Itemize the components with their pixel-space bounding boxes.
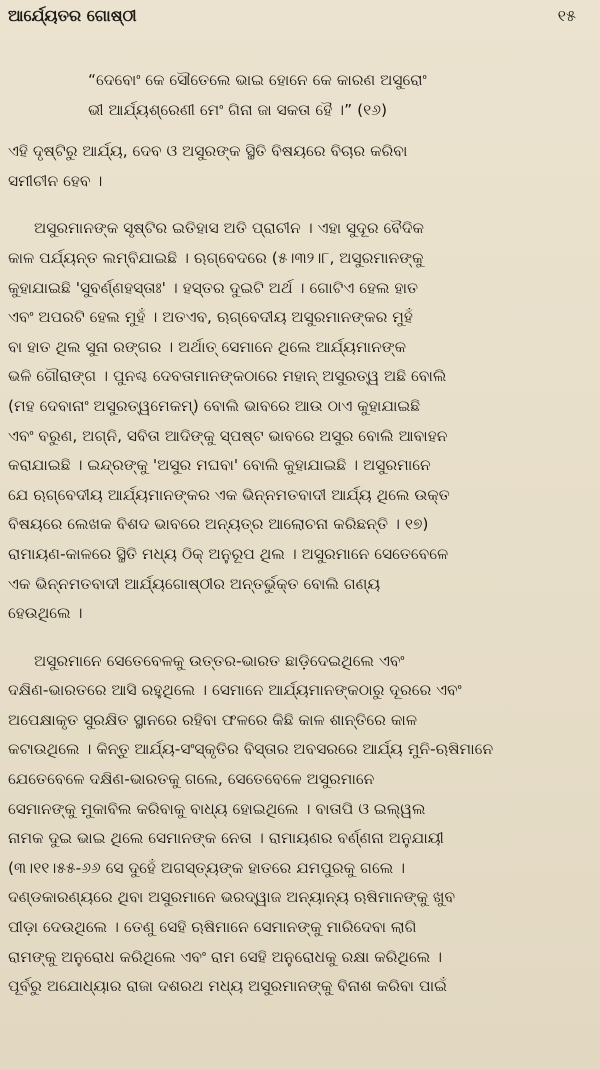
text-line: ଦଣ୍ଡକାରଣ୍ୟରେ ଥିବା ଅସୁରମାନେ ଭରଦ୍ୱାଜ ଅନ୍ୟାନ୍ୟ ଋଷିମାନଙ୍କୁ ଖୁବ xyxy=(8,888,456,907)
text-line: ବିଷୟରେ ଲେଖକ ବିଶଦ ଭାବରେ ଅନ୍ୟତ୍ର ଆଲୋଚନା କରିଛନ୍ତି । ୧୭) xyxy=(8,515,429,534)
text-line: ସମୀଚୀନ ହେବ । xyxy=(8,171,103,190)
text-line: ଏବଂ ଅପରଟି ହେଲ ମୁହଁ । ଅତଏବ, ଋଗ୍‌ବେଦୀୟ ଅସୁରମାନଙ୍କର ମୁହଁ xyxy=(8,308,413,327)
text-line: ରାମାୟଣ-କାଳରେ ସ୍ଥିତି ମଧ୍ୟ ଠିକ୍ ଅନୁରୂପ ଥିଲ । ଅସୁରମାନେ ସେତେବେଳେ xyxy=(8,544,449,563)
paragraph-asura-history xyxy=(8,214,586,628)
paragraph-intro xyxy=(8,137,586,196)
text-line: ଦକ୍ଷିଣ-ଭାରତରେ ଆସି ରହୁଥିଲେ । ସେମାନେ ଆର୍ଯ୍ୟମାନଙ୍କଠାରୁ ଦୂରରେ ଏବଂ xyxy=(8,681,462,700)
text-line: ହେଉଥିଲେ । xyxy=(8,604,83,623)
block-quote xyxy=(88,66,586,125)
text-line: ବା ହାତ ଥିଲ ସୁନା ରଙ୍ଗର । ଅର୍ଥାତ୍ ସେମାନେ ଥିଲେ ଆର୍ଯ୍ୟମାନଙ୍କ xyxy=(8,337,407,356)
text-line: ପୂର୍ବରୁ ଅଯୋଧ୍ୟାର ରାଜା ଦଶରଥ ମଧ୍ୟ ଅସୁରମାନଙ୍କୁ ବିନାଶ କରିବା ପାଇଁ xyxy=(8,977,448,996)
paragraph-dakshina xyxy=(8,647,586,1002)
text-line: ସେମାନଙ୍କୁ ମୁକାବିଲ କରିବାକୁ ବାଧ୍ୟ ହୋଇଥିଲେ । ବାତାପି ଓ ଇଲ୍ୱଲ xyxy=(8,799,426,818)
page-header xyxy=(8,6,586,32)
text-line: ଯେତେବେଳେ ଦକ୍ଷିଣ-ଭାରତକୁ ଗଲେ, ସେତେବେଳେ ଅସୁରମାନେ xyxy=(8,770,375,789)
text-line: ଅସୁରମାନେ ସେତେବେଳକୁ ଉତ୍ତର-ଭାରତ ଛାଡ଼ିଦେଇଥିଲେ ଏବଂ xyxy=(34,651,405,670)
text-line: (୩।୧୧।୫୫-୬୬ ସେ ଦୁହେଁ ଅଗସ୍ତ୍ୟଙ୍କ ହାତରେ ଯମପୁରକୁ ଗଲେ । xyxy=(8,858,406,877)
text-line: ଅପେକ୍ଷାକୃତ ସୁରକ୍ଷିତ ସ୍ଥାନରେ ରହିବା ଫଳରେ କିଛି କାଳ ଶାନ୍ତିରେ କାଳ xyxy=(8,710,418,729)
text-line: ଏହି ଦୃଷ୍ଟିରୁ ଆର୍ଯ୍ୟ, ଦେବ ଓ ଅସୁରଙ୍କ ସ୍ଥିତି ବିଷୟରେ ବିଚାର କରିବା xyxy=(8,142,408,161)
text-line: ପୀଡ଼ା ଦେଉଥିଲେ । ତେଣୁ ସେହି ଋଷିମାନେ ସେମାନଙ୍କୁ ମାରିଦେବା ଲାଗି xyxy=(8,918,417,937)
text-line: ନାମକ ଦୁଇ ଭାଇ ଥିଲେ ସେମାନଙ୍କ ନେତା । ରାମାୟଣର ବର୍ଣ୍ଣନା ଅନୁଯାୟୀ xyxy=(8,829,444,848)
quote-line: “ଦେବୋଂ କେ ସୌତେଲେ ଭାଇ ହୋନେ କେ କାରଣ ଅସୁରୋଂ xyxy=(88,71,427,89)
text-line: (ମହ ଦେବାନାଂ ଅସୁରତ୍ୱମେକମ୍) ବୋଲି ଭାବରେ ଆଉ ଠାଏ କୁହାଯାଇଛି xyxy=(8,396,421,415)
text-line: ଯେ ଋଗ୍‌ବେଦୀୟ ଆର୍ଯ୍ୟମାନଙ୍କର ଏକ ଭିନ୍ନମତବାଦୀ ଆର୍ଯ୍ୟ ଥିଲେ ଉକ୍ତ xyxy=(8,485,450,504)
page-number: ୧୫ xyxy=(557,6,576,25)
text-line: କାଳ ପର୍ଯ୍ୟନ୍ତ ଲମ୍ବିଯାଇଛି । ଋଗ୍‌ବେଦରେ (୫।୩୨।୮, ଅସୁରମାନଙ୍କୁ xyxy=(8,248,424,267)
text-line: କଟାଉଥିଲେ । କିନ୍ତୁ ଆର୍ଯ୍ୟ-ସଂସ୍କୃତିର ବିସ୍ତାର ଅବସରରେ ଆର୍ଯ୍ୟ ମୁନି-ଋଷିମାନେ xyxy=(8,740,494,759)
text-line: ଅସୁରମାନଙ୍କ ସୃଷ୍ଟିର ଇତିହାସ ଅତି ପ୍ରାଚୀନ । ଏହା ସୁଦୂର ବୈଦିକ xyxy=(34,219,424,238)
text-line: ଏକ ଭିନ୍ନମତବାଦୀ ଆର୍ଯ୍ୟଗୋଷ୍ଠୀର ଅନ୍ତର୍ଭୁକ୍ତ ବୋଲି ଗଣ୍ୟ xyxy=(8,574,381,593)
text-line: କରାଯାଇଛି । ଇନ୍ଦ୍ରଙ୍କୁ 'ଅସୁର ମଘବା' ବୋଲି କୁହାଯାଇଛି । ଅସୁରମାନେ xyxy=(8,456,431,475)
text-line: କୁହାଯାଇଛି 'ସୁବର୍ଣ୍ଣହସ୍ତାଃ' । ହସ୍ତର ଦୁଇଟି ଅର୍ଥ । ଗୋଟିଏ ହେଲ ହାତ xyxy=(8,278,419,297)
text-line: ରାମଙ୍କୁ ଅନୁରୋଧ କରିଥିଲେ ଏବଂ ରାମ ସେହି ଅନୁରୋଧକୁ ରକ୍ଷା କରିଥିଲେ । xyxy=(8,947,443,966)
quote-line: ଭୀ ଆର୍ଯ୍ୟଶ୍ରେଣୀ ମେଂ ଗିନା ଜା ସକତା ହୈ ।” (୧୬) xyxy=(88,100,388,119)
text-line: ଭଳି ଗୌରାଙ୍ଗ । ପୁନଶ୍ଚ ଦେବତାମାନଙ୍କଠାରେ ମହାନ୍ ଅସୁରତ୍ୱ ଅଛି ବୋଲି xyxy=(8,367,447,386)
running-title: ଆର୍ଯ୍ୟେତର ଗୋଷ୍ଠୀ xyxy=(8,6,137,25)
text-line: ଏବଂ ବରୁଣ, ଅଗ୍ନି, ସବିତା ଆଦିଙ୍କୁ ସ୍ପଷ୍ଟ ଭାବରେ ଅସୁର ବୋଲି ଆବାହନ xyxy=(8,426,448,445)
